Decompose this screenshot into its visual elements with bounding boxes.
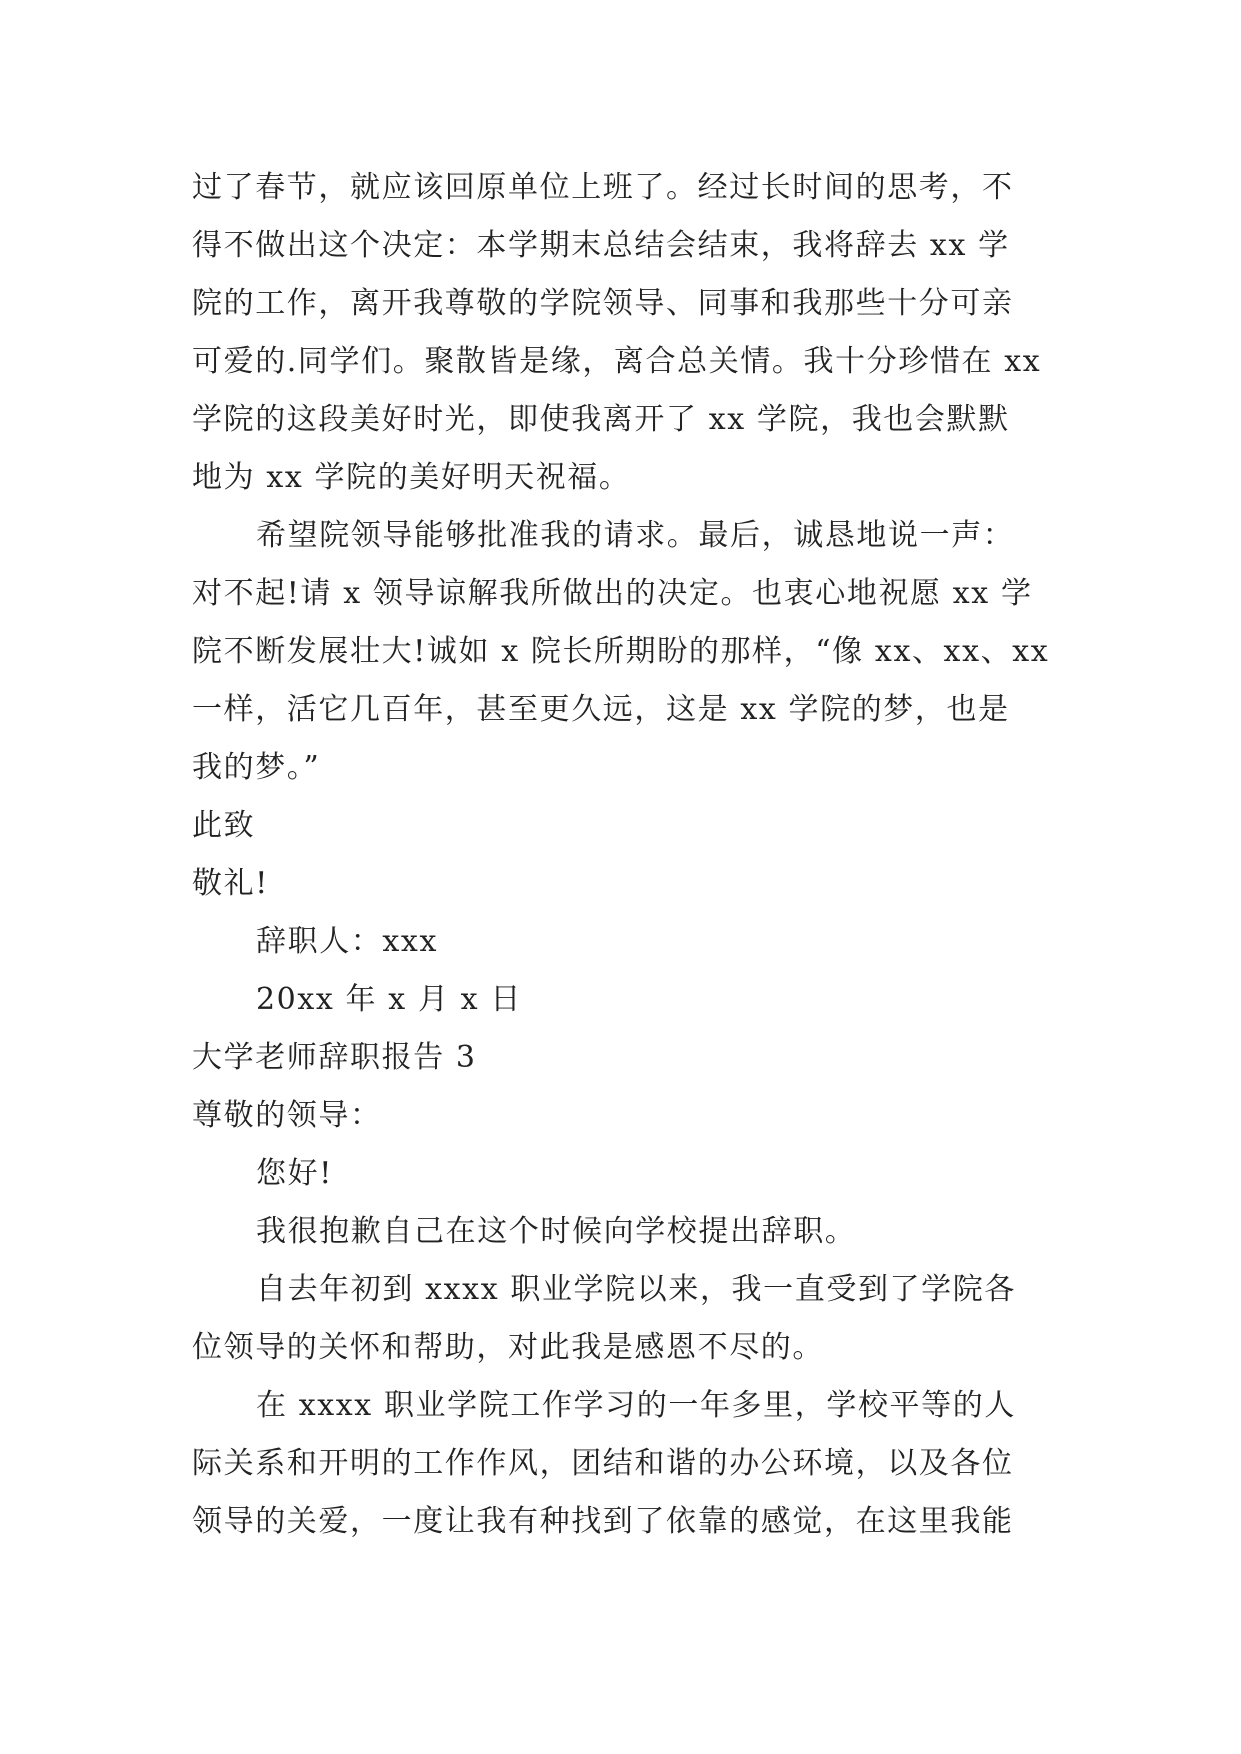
paragraph-start-line: 在 xxxx 职业学院工作学习的一年多里，学校平等的人 [256, 1388, 1016, 1423]
document-body [192, 159, 1058, 1551]
salutation: 尊敬的领导： [192, 1098, 382, 1133]
text-line: 位领导的关怀和帮助，对此我是感恩不尽的。 [192, 1330, 824, 1365]
text-line: 我的梦。” [192, 750, 321, 785]
text-line: 际关系和开明的工作作风，团结和谐的办公环境，以及各位 [192, 1446, 1014, 1481]
text-line: 可爱的.同学们。聚散皆是缘，离合总关情。我十分珍惜在 xx [192, 344, 1042, 379]
text-line: 地为 xx 学院的美好明天祝福。 [192, 460, 631, 495]
text-line: 得不做出这个决定：本学期末总结会结束，我将辞去 xx 学 [192, 228, 1010, 263]
signature-line: 辞职人：xxx [256, 924, 438, 959]
text-line: 学院的这段美好时光，即使我离开了 xx 学院，我也会默默 [192, 402, 1010, 437]
text-line: 过了春节，就应该回原单位上班了。经过长时间的思考，不 [192, 170, 1014, 205]
text-line: 院的工作，离开我尊敬的学院领导、同事和我那些十分可亲 [192, 286, 1014, 321]
text-line: 一样，活它几百年，甚至更久远，这是 xx 学院的梦，也是 [192, 692, 1010, 727]
date-line: 20xx 年 x 月 x 日 [256, 982, 522, 1017]
paragraph-start-line: 我很抱歉自己在这个时候向学校提出辞职。 [256, 1214, 857, 1249]
greeting: 您好! [256, 1156, 333, 1191]
text-line: 领导的关爱，一度让我有种找到了依靠的感觉，在这里我能 [192, 1504, 1014, 1539]
text-line: 对不起!请 x 领导谅解我所做出的决定。也衷心地祝愿 xx 学 [192, 576, 1033, 611]
closing-salutation: 此致 [192, 808, 256, 843]
paragraph-start-line: 自去年初到 xxxx 职业学院以来，我一直受到了学院各 [256, 1272, 1016, 1307]
section-title: 大学老师辞职报告 3 [192, 1040, 477, 1075]
closing-regards: 敬礼! [192, 866, 269, 901]
text-line: 院不断发展壮大!诚如 x 院长所期盼的那样，“像 xx、xx、xx [192, 634, 1050, 669]
paragraph-start-line: 希望院领导能够批准我的请求。最后，诚恳地说一声： [256, 518, 1015, 553]
